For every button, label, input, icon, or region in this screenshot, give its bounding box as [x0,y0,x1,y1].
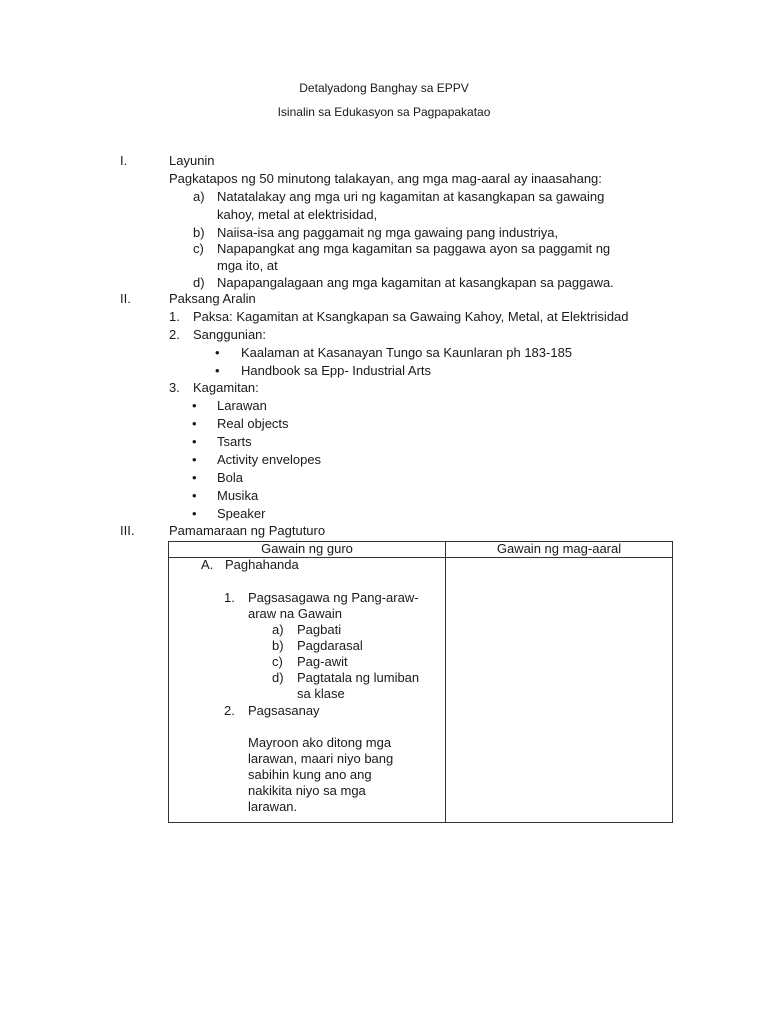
section-2-numeral: II. [120,291,131,306]
subitem-marker: a) [272,622,284,637]
lesson-procedure-table [168,541,673,823]
reference-item: Kaalaman at Kasanayan Tungo sa Kaunlaran ph 183-185 [241,345,573,360]
document-title: Detalyadong Banghay sa EPPV [299,81,469,95]
references-marker: 2. [169,327,180,342]
objective-line: Naiisa-isa ang paggamait ng mga gawaing pang industriya, [217,225,559,240]
bullet-icon: • [192,506,197,521]
subitem-marker: d) [272,670,284,685]
reference-item: Handbook sa Epp- Industrial Arts [241,363,432,378]
references-label: Sanggunian: [193,327,267,342]
material-item: Larawan [217,398,267,413]
step-1-line: Pagsasagawa ng Pang-araw- [248,590,419,605]
topic-marker: 1. [169,309,180,324]
paragraph-line: larawan, maari niyo bang [248,751,394,766]
step-2-title: Pagsasanay [248,703,320,718]
material-item: Real objects [217,416,289,431]
material-item: Speaker [217,506,266,521]
objective-line: kahoy, metal at elektrisidad, [217,207,378,222]
subitem-marker: c) [272,654,283,669]
bullet-icon: • [192,470,197,485]
material-item: Tsarts [217,434,252,449]
paragraph-line: nakikita niyo sa mga [248,783,366,798]
document-subtitle: Isinalin sa Edukasyon sa Pagpapakatao [277,105,491,119]
bullet-icon: • [192,398,197,413]
bullet-icon: • [192,488,197,503]
objective-marker: a) [193,189,205,204]
subitem-text: Pag-awit [297,654,348,669]
section-1-heading: Layunin [169,153,215,168]
material-item: Musika [217,488,259,503]
topic-text: Paksa: Kagamitan at Ksangkapan sa Gawaing Kahoy, Metal, at Elektrisidad [193,309,629,324]
bullet-icon: • [192,416,197,431]
subitem-text: sa klase [297,686,345,701]
part-a-title: Paghahanda [225,557,299,572]
bullet-icon: • [192,452,197,467]
objective-marker: c) [193,241,204,256]
objective-line: Napapangkat ang mga kagamitan sa paggawa ayon sa paggamit ng [217,241,611,256]
paragraph-line: Mayroon ako ditong mga [248,735,392,750]
bullet-icon: • [192,434,197,449]
step-1-marker: 1. [224,590,235,605]
subitem-text: Pagtatala ng lumiban [297,670,420,685]
objective-line: Natatalakay ang mga uri ng kagamitan at kasangkapan sa gawaing [217,189,605,204]
table-header-student: Gawain ng mag-aaral [496,541,622,556]
objective-marker: d) [193,275,205,290]
objective-line: mga ito, at [217,258,278,273]
objective-marker: b) [193,225,205,240]
subitem-marker: b) [272,638,284,653]
section-2-heading: Paksang Aralin [169,291,256,306]
section-3-heading: Pamamaraan ng Pagtuturo [169,523,326,538]
table-column-divider [445,542,446,822]
paragraph-line: sabihin kung ano ang [248,767,372,782]
objective-line: Napapangalagaan ang mga kagamitan at kasangkapan sa paggawa. [217,275,614,290]
part-a-marker: A. [201,557,214,572]
material-item: Bola [217,470,244,485]
section-1-intro: Pagkatapos ng 50 minutong talakayan, ang mga mag-aaral ay inaasahang: [169,171,602,186]
step-1-line: araw na Gawain [248,606,342,621]
materials-marker: 3. [169,380,180,395]
bullet-icon: • [215,363,220,378]
bullet-icon: • [215,345,220,360]
section-3-numeral: III. [120,523,135,538]
subitem-text: Pagbati [297,622,342,637]
subitem-text: Pagdarasal [297,638,363,653]
section-1-numeral: I. [120,153,128,168]
table-header-teacher: Gawain ng guro [261,541,353,556]
material-item: Activity envelopes [217,452,322,467]
paragraph-line: larawan. [248,799,298,814]
step-2-marker: 2. [224,703,235,718]
materials-label: Kagamitan: [193,380,259,395]
